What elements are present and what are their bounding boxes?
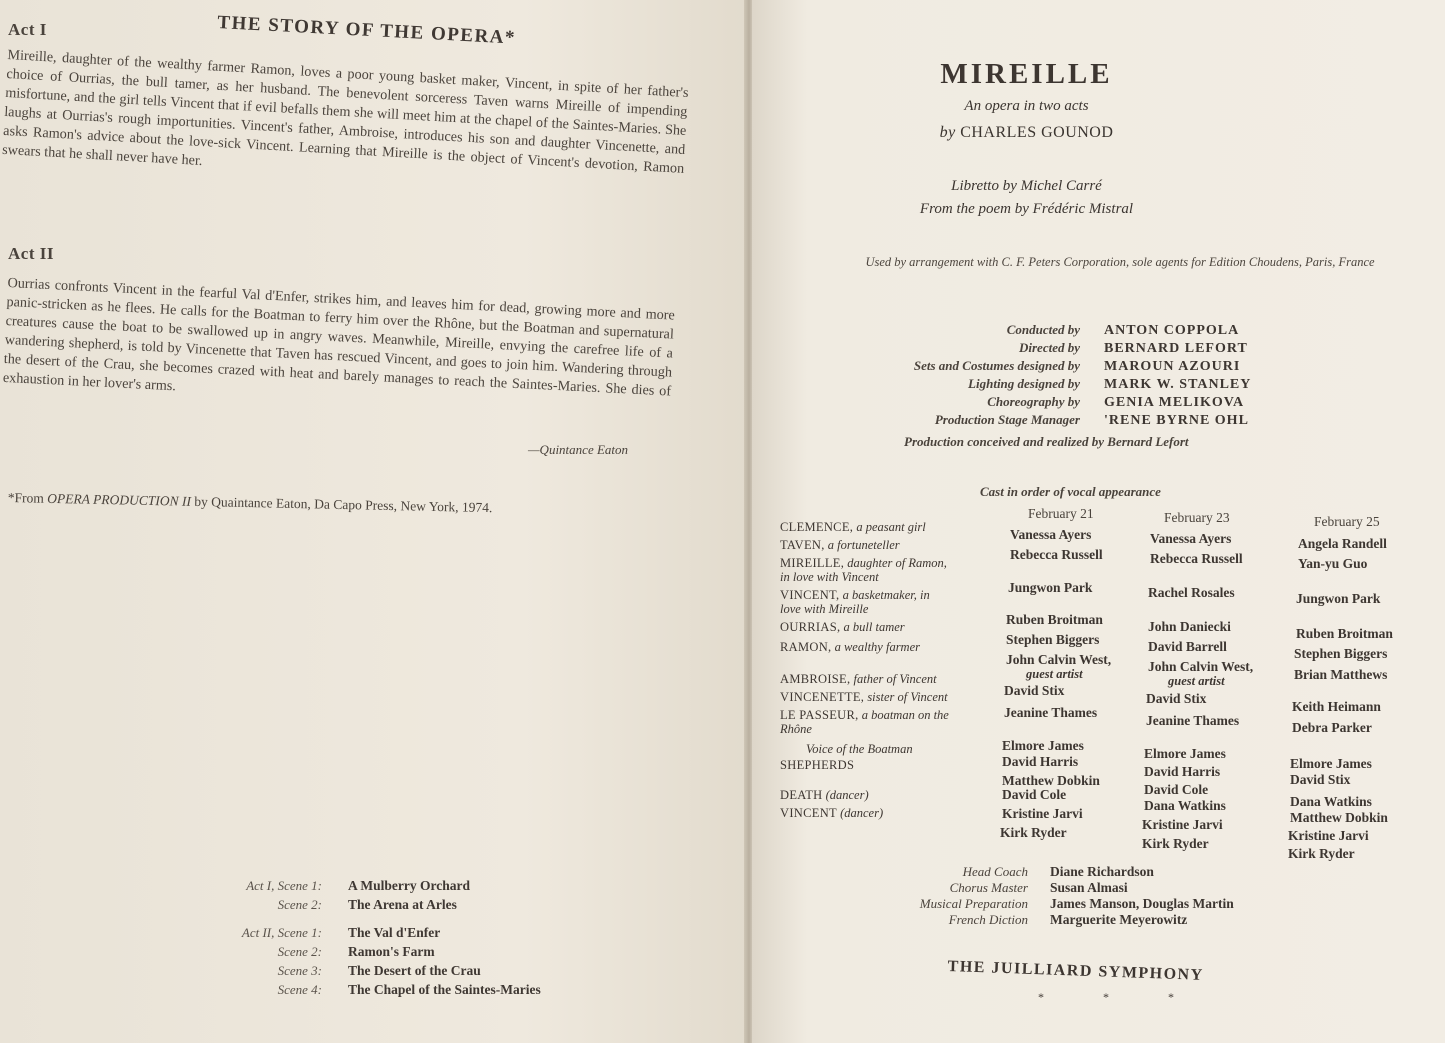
cast-feb21-singer: David Harris bbox=[1002, 754, 1079, 769]
credit-name: GENIA MELIKOVA bbox=[1104, 395, 1245, 410]
scene-label: Scene 4: bbox=[277, 982, 322, 997]
cast-feb25-singer: Stephen Biggers bbox=[1294, 646, 1388, 661]
cast-feb21-singer: Kristine Jarvi bbox=[1002, 806, 1083, 821]
scene-name: The Arena at Arles bbox=[348, 897, 457, 912]
cast-feb23-singer: Rebecca Russell bbox=[1150, 551, 1243, 566]
cast-feb23-singer: Kirk Ryder bbox=[1142, 836, 1209, 851]
cast-feb21-singer bbox=[1006, 666, 1083, 682]
role-description: (dancer) bbox=[836, 806, 884, 820]
role-entry bbox=[780, 708, 980, 736]
staff-row bbox=[900, 912, 1234, 928]
credit-row bbox=[822, 412, 1251, 430]
guest-artist-note: guest artist bbox=[1168, 674, 1225, 688]
credit-name: ANTON COPPOLA bbox=[1104, 323, 1240, 338]
role-description: daughter of Ramon, in love with Vincent bbox=[780, 556, 947, 584]
role-entry bbox=[780, 520, 980, 534]
scene-row bbox=[200, 982, 620, 1001]
libretto-credit: Libretto by Michel Carré bbox=[951, 178, 1102, 194]
role-name: VINCENT, bbox=[780, 588, 840, 602]
staff-row bbox=[900, 896, 1234, 912]
cast-feb21-singer: David Stix bbox=[1004, 683, 1065, 698]
role-description: father of Vincent bbox=[850, 672, 937, 686]
cast-feb23-singer: David Harris bbox=[1144, 764, 1221, 779]
role-name: RAMON, bbox=[780, 640, 832, 654]
scene-name: Ramon's Farm bbox=[348, 944, 435, 959]
music-staff-list bbox=[900, 864, 1234, 928]
credit-row bbox=[822, 340, 1251, 358]
staff-role: Musical Preparation bbox=[919, 896, 1028, 911]
footnote bbox=[8, 490, 688, 520]
staff-name: Marguerite Meyerowitz bbox=[1050, 912, 1188, 927]
role-description: Voice of the Boatman bbox=[806, 742, 913, 756]
footnote-prefix: *From bbox=[7, 490, 48, 506]
cast-feb21-singer: Elmore James bbox=[1002, 738, 1084, 753]
poem-credit: From the poem by Frédéric Mistral bbox=[919, 201, 1134, 217]
role-name: SHEPHERDS bbox=[780, 758, 855, 772]
credit-row bbox=[822, 358, 1251, 376]
cast-feb25-singer: Keith Heimann bbox=[1292, 699, 1381, 714]
cast-feb23-singer: David Cole bbox=[1144, 782, 1209, 797]
role-name: MIREILLE, bbox=[780, 556, 845, 570]
cast-feb23-singer: John Daniecki bbox=[1148, 619, 1231, 634]
credit-row bbox=[822, 376, 1251, 394]
scene-row bbox=[200, 944, 620, 963]
role-name: TAVEN, bbox=[780, 538, 825, 552]
cast-feb21-singer: Ruben Broitman bbox=[1006, 612, 1103, 627]
act1-heading: Act I bbox=[8, 20, 47, 39]
cast-feb23-singer: Elmore James bbox=[1144, 746, 1226, 761]
cast-feb23-singer: Rachel Rosales bbox=[1148, 585, 1235, 600]
cast-feb23-singer: Dana Watkins bbox=[1144, 798, 1226, 813]
cast-feb25-singer: David Stix bbox=[1290, 772, 1351, 787]
role-description: a fortuneteller bbox=[824, 538, 900, 552]
credit-name: MAROUN AZOURI bbox=[1104, 359, 1241, 374]
staff-role: Head Coach bbox=[962, 864, 1028, 879]
act2-synopsis: Ourrias confronts Vincent in the fearful Val d'Enfer, strikes him, and leaves him for dead, growing more and more panic-stricken as he flees. He calls for the Boatman to ferry him over the Rhône, but the Boatman and supernatural creatures cause the boat to be swallowed up in angry waves. Meanwhile, Mireille, envying the carefree life of a wandering shepherd, is told by Vincenette that Taven has rescued Vincent, and goes to join him. Wandering through the desert of the Crau, she becomes crazed with heat and barely manages to reach the Saintes-Maries. She dies of exhaustion in her lover's arms. bbox=[2, 274, 676, 400]
cast-feb25-singer: Kirk Ryder bbox=[1288, 846, 1355, 861]
scene-list bbox=[200, 878, 620, 1001]
role-description: a bull tamer bbox=[840, 620, 905, 634]
production-conceived: Production conceived and realized by Bernard Lefort bbox=[904, 434, 1189, 449]
credit-role: Conducted by bbox=[1006, 322, 1080, 337]
staff-name: James Manson, Douglas Martin bbox=[1050, 896, 1234, 911]
role-name: OURRIAS, bbox=[780, 620, 841, 634]
credit-row bbox=[822, 322, 1251, 340]
role-description: a peasant girl bbox=[853, 520, 926, 534]
cast-feb21-singer: Stephen Biggers bbox=[1006, 632, 1100, 647]
role-description: a boatman on the Rhône bbox=[780, 708, 949, 736]
scene-name: The Val d'Enfer bbox=[348, 925, 441, 940]
by-word: by bbox=[939, 124, 956, 141]
cast-feb25-singer: Dana Watkins bbox=[1290, 794, 1372, 809]
scene-label: Scene 2: bbox=[277, 897, 322, 912]
role-description: (dancer) bbox=[822, 788, 869, 802]
composer-line bbox=[752, 124, 1373, 142]
credit-name: 'RENE BYRNE OHL bbox=[1104, 413, 1249, 428]
orchestra-name: THE JUILLIARD SYMPHONY bbox=[947, 958, 1204, 984]
role-entry bbox=[780, 758, 980, 772]
guest-artist-note: guest artist bbox=[1026, 667, 1083, 681]
role-name: LE PASSEUR, bbox=[780, 708, 859, 722]
scene-row bbox=[200, 897, 620, 916]
right-page bbox=[752, 0, 1445, 1043]
role-name: DEATH bbox=[780, 788, 823, 802]
cast-feb25-singer: Jungwon Park bbox=[1296, 591, 1381, 606]
cast-feb21-singer: Matthew Dobkin bbox=[1002, 773, 1100, 788]
role-entry bbox=[780, 538, 980, 552]
cast-feb25-singer: Elmore James bbox=[1290, 756, 1372, 771]
cast-feb21-singer: Jeanine Thames bbox=[1004, 705, 1098, 720]
cast-feb25-singer: Debra Parker bbox=[1292, 720, 1372, 735]
cast-feb21-singer: Jungwon Park bbox=[1008, 580, 1093, 595]
footnote-book-title: OPERA PRODUCTION II bbox=[47, 490, 192, 509]
scene-label: Scene 3: bbox=[277, 963, 322, 978]
credit-row bbox=[822, 394, 1251, 412]
credit-role: Sets and Costumes designed by bbox=[913, 358, 1080, 373]
credit-role: Lighting designed by bbox=[968, 376, 1080, 391]
cast-feb25-singer: Angela Randell bbox=[1298, 536, 1387, 551]
cast-feb25-singer: Yan-yu Guo bbox=[1298, 556, 1368, 571]
footnote-citation: by Quaintance Eaton, Da Capo Press, New York, 1974. bbox=[190, 493, 493, 516]
scene-name: The Desert of the Crau bbox=[348, 963, 481, 978]
cast-feb21-singer: John Calvin West, bbox=[1006, 652, 1112, 667]
cast-feb23-singer: Vanessa Ayers bbox=[1150, 531, 1232, 546]
role-entry bbox=[780, 806, 980, 820]
role-name: AMBROISE, bbox=[780, 672, 851, 686]
arrangement-notice: Used by arrangement with C. F. Peters Corporation, sole agents for Edition Choudens, Paris, France bbox=[865, 255, 1375, 269]
scene-label: Act I, Scene 1: bbox=[246, 878, 322, 893]
opera-subtitle: An opera in two acts bbox=[964, 98, 1089, 114]
cast-feb25-singer: Ruben Broitman bbox=[1296, 626, 1393, 641]
date-feb25: February 25 bbox=[1314, 514, 1380, 529]
cast-feb23-singer: John Calvin West, bbox=[1148, 659, 1254, 674]
scene-name: A Mulberry Orchard bbox=[348, 878, 470, 893]
credit-name: BERNARD LEFORT bbox=[1104, 341, 1248, 356]
signature: —Quintance Eaton bbox=[528, 442, 629, 457]
cast-feb21-singer: Kirk Ryder bbox=[1000, 825, 1067, 840]
date-feb23: February 23 bbox=[1164, 510, 1230, 525]
opera-title: MIREILLE bbox=[940, 58, 1113, 90]
cast-feb25-singer: Matthew Dobkin bbox=[1290, 810, 1388, 825]
staff-role: French Diction bbox=[948, 912, 1028, 927]
role-entry bbox=[780, 556, 950, 584]
role-description: a basketmaker, in love with Mireille bbox=[780, 588, 930, 616]
act2-heading: Act II bbox=[8, 244, 54, 263]
staff-role: Chorus Master bbox=[949, 880, 1028, 895]
scene-row bbox=[200, 963, 620, 982]
role-entry bbox=[806, 742, 1006, 756]
date-feb21: February 21 bbox=[1028, 506, 1094, 521]
ornament-stars: * * * bbox=[1038, 990, 1202, 1004]
cast-feb21-singer: David Cole bbox=[1002, 787, 1067, 802]
role-entry bbox=[780, 620, 980, 634]
role-description: sister of Vincent bbox=[864, 690, 948, 704]
role-entry bbox=[780, 672, 980, 686]
credit-role: Choreography by bbox=[987, 394, 1080, 409]
cast-feb25-singer: Brian Matthews bbox=[1294, 667, 1388, 682]
role-entry bbox=[780, 640, 980, 654]
staff-name: Susan Almasi bbox=[1050, 880, 1128, 895]
cast-feb25-singer: Kristine Jarvi bbox=[1288, 828, 1369, 843]
scene-name: The Chapel of the Saintes-Maries bbox=[348, 982, 541, 997]
role-description: a wealthy farmer bbox=[831, 640, 921, 654]
role-name: VINCENETTE, bbox=[780, 690, 865, 704]
role-entry bbox=[780, 690, 980, 704]
story-title: THE STORY OF THE OPERA* bbox=[216, 12, 517, 49]
scene-label: Act II, Scene 1: bbox=[241, 925, 322, 940]
cast-feb23-singer: David Barrell bbox=[1148, 639, 1227, 654]
cast-feb21-singer: Vanessa Ayers bbox=[1010, 527, 1092, 542]
scene-row bbox=[200, 878, 620, 897]
cast-feb23-singer: Jeanine Thames bbox=[1146, 713, 1240, 728]
role-entry bbox=[780, 588, 940, 616]
staff-name: Diane Richardson bbox=[1050, 864, 1154, 879]
cast-feb23-singer: David Stix bbox=[1146, 691, 1207, 706]
scene-label: Scene 2: bbox=[277, 944, 322, 959]
role-entry bbox=[780, 788, 980, 802]
cast-feb23-singer: Kristine Jarvi bbox=[1142, 817, 1223, 832]
credit-name: MARK W. STANLEY bbox=[1104, 377, 1252, 392]
staff-row bbox=[900, 864, 1234, 880]
production-credits bbox=[822, 322, 1251, 430]
role-name: CLEMENCE, bbox=[780, 520, 854, 534]
credit-role: Production Stage Manager bbox=[934, 412, 1080, 427]
scene-row bbox=[200, 925, 620, 944]
cast-feb23-singer bbox=[1148, 673, 1225, 689]
cast-header: Cast in order of vocal appearance bbox=[980, 484, 1161, 499]
credit-role: Directed by bbox=[1018, 340, 1080, 355]
act1-synopsis: Mireille, daughter of the wealthy farmer Ramon, loves a poor young basket maker, Vincent, in spite of her father's choice of Ourrias, the bull tamer, as her husband. The benevolent sorceress Taven warns Mireille of impending misfortune, and the girl tells Vincent that if evil befalls them she will meet him at the chapel of the Saintes-Maries. She laughs at Ourrias's rough importunities. Vincent's father, Ambroise, introduces his son and daughter Vincenette, and asks Ramon's advice about the love-sick Vincent. Learning that Mireille is the object of Vincent's devotion, Ramon swears that he shall never have her. bbox=[1, 46, 689, 177]
composer-name: CHARLES GOUNOD bbox=[960, 124, 1114, 141]
staff-row bbox=[900, 880, 1234, 896]
role-name: VINCENT bbox=[780, 806, 837, 820]
cast-feb21-singer: Rebecca Russell bbox=[1010, 547, 1103, 562]
